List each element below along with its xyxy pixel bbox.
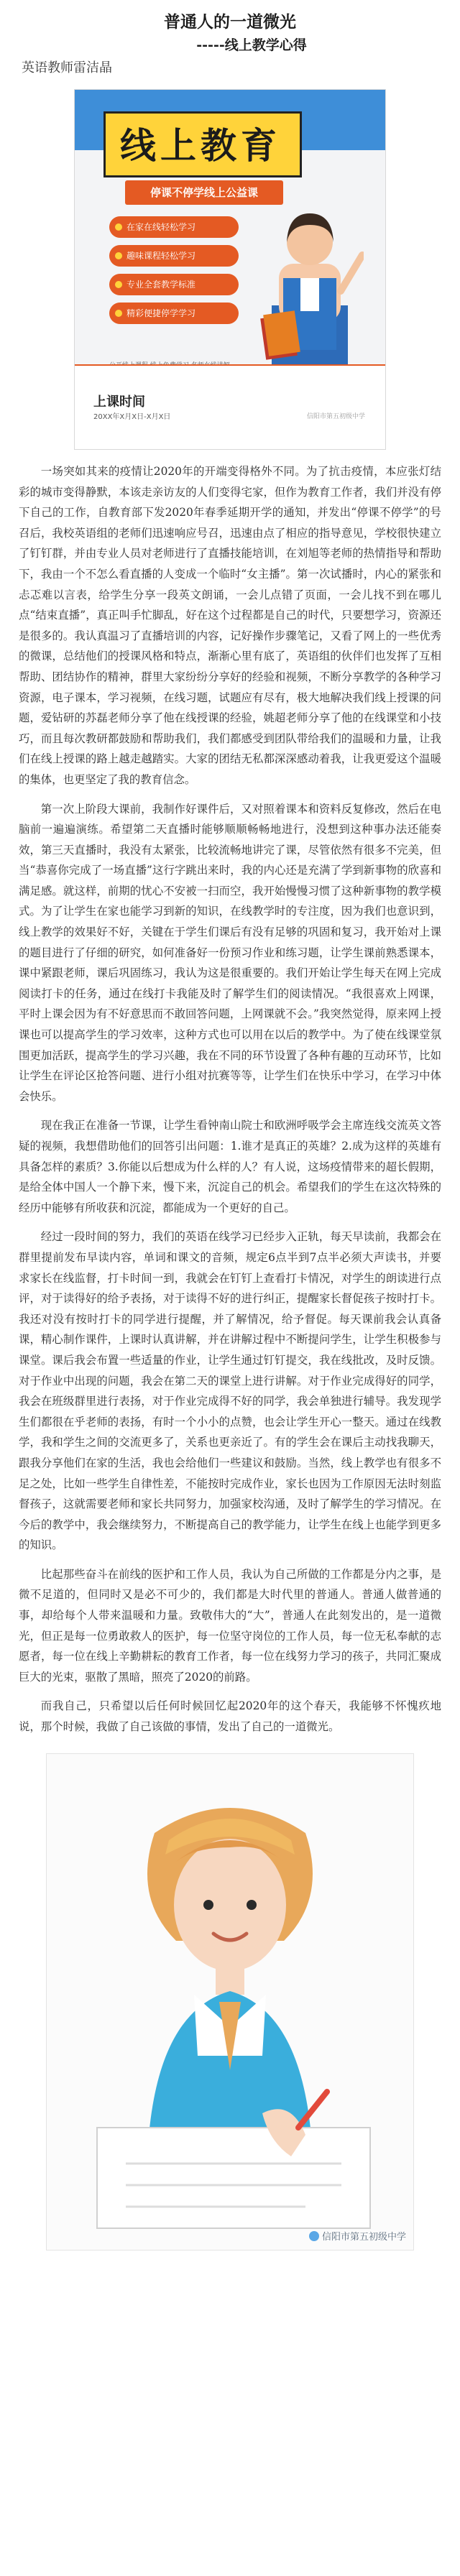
watermark-text: 信阳市第五初级中学 — [321, 2231, 406, 2243]
watermark — [309, 2229, 406, 2243]
teacher-illustration — [46, 1753, 414, 2250]
poster-feature-item: 精彩便捷停学学习 — [109, 303, 239, 324]
poster-feature-item: 专业全套教学标准 — [109, 274, 239, 295]
article-title: 普通人的一道微光 — [164, 12, 296, 32]
article-subtitle: -----线上教学心得 — [196, 37, 307, 53]
article-paragraph: 第一次上阶段大课前，我制作好课件后，又对照着课本和资料反复修改，然后在电脑前一遍遍演练。希望第二天直播时能够顺顺畅畅地进行，没想到这种事办法还能奏效，第三天直播时，我没有太紧张，比较流畅地讲完了课，尽管依然有很多不完美，但当“恭喜你完成了一场直播”这行字跳出来时，我的内心还是充满了学到新事物的欣喜和满足感。就这样，前期的忧心不安被一扫而空，我开始慢慢习惯了这种新事物的教学模式。为了让学生在家也能学习到新的知识，在线教学时的专注度，因为我们也意识到，线上教学的效果好不好，关键在于学生们课后有没有足够的巩固和复习，我开始对上课的题目进行了仔细的研究，如何准备好一份预习作业和练习题，让学生课前熟悉课本，课中紧跟老师，课后巩固练习，我认为这是很重要的。我们开始让学生每天在网上完成阅读打卡的任务，通过在线打卡我能及时了解学生们的阅读情况。“我很喜欢上网课，平时上课会因为有不好意思而不敢回答问题，上网课就不会。”我突然觉得，原来网上授课也可以提高学生的学习效率，这种方式也可以用在以后的教学中。为了使在线课堂氛围更加活跃，提高学生的学习兴趣，我在不同的环节设置了各种有趣的互动环节，比如让学生在评论区抢答问题、进行小组对抗赛等等，让学生们在快乐中学习，在学习中体会快乐。 — [19, 802, 441, 1103]
teacher-writing-icon — [47, 1754, 413, 2250]
poster-feature-list — [109, 216, 239, 331]
author-line: 英语教师雷洁晶 — [22, 60, 112, 75]
poster-banner: 停课不停学线上公益课 — [125, 180, 283, 205]
poster-time-label: 上课时间 — [93, 394, 145, 410]
article-paragraph: 一场突如其来的疫情让2020年的开端变得格外不同。为了抗击疫情，本应张灯结彩的城市变得静默，本该走亲访友的人们变得宅家，但作为教育工作者，我们并没有停下自己的工作，自教育部下发2020年春季延期开学的通知，并发出“停课不停学”的号召后，我校英语组的老师们迅速响应号召，迅速由点了相应的指导意见，学校很快建立了钉钉群，并由专业人员对老师进行了直播技能培训，在刘旭等老师的热情指导和帮助下，我由一个不怎么看直播的人变成一个临时“女主播”。第一次试播时，内心的紧张和忐忑难以言表，给学生分享一段英文朗诵，一会儿点错了页面，一会儿找不到在哪儿点“结束直播”，真正叫手忙脚乱，好在这个过程都是自己的时代，只要想学习，资源还是很多的。我认真温习了直播培训的内容，记好操作步骤笔记，又看了网上的一些优秀的微课，总结他们的授课风格和特点，渐渐心里有底了，英语组的伙伴们也发挥了互相帮助、团结协作的精神，群里大家纷纷分享好的经验和视频，不断分享教学的各种学习资源，电子课本，学习视频，在线习题，试题应有尽有，极大地解决我们线上授课的问题，爱钻研的苏磊老师分享了他在线授课的经验，姚超老师分享了他的在线课堂和小技巧，而且每次教研都鼓励和帮助我们，我们都感受到团队带给我们的温暖和力量，让我们在线上授课的路上越走越踏实。大家的团结无私都深深感动着我，让我更爱这个温暖的集体，也更坚定了我的教育信念。 — [19, 465, 441, 786]
online-education-poster — [74, 89, 386, 450]
article-paragraph: 经过一段时间的努力，我们的英语在线学习已经步入正轨，每天早读前，我都会在群里提前发布早读内容，单词和课文的音频，规定6点半到7点半必须大声读书，并要求家长在线监督，打卡时间一到，我就会在钉钉上查看打卡情况，对学生的朗读进行点评，对于读得好的给予表扬，对于读得不好的进行纠正，提醒家长督促孩子按时打卡。我还对没有按时打卡的同学进行提醒，并了解情况，给予督促。每天课前我会认真备课，精心制作课件，上课时认真讲解，并在讲解过程中不断提问学生，让学生积极参与课堂。课后我会布置一些适量的作业，让学生通过钉钉提交，我在线批改，及时反馈。对于作业中出现的问题，我会在第二天的课堂上进行讲解。对于作业完成得好的同学，我会在班级群里进行表扬，对于作业完成得不好的同学，我会单独进行辅导。我发现学生们都很在乎老师的表扬，有时一个小小的点赞，也会让学生开心一整天。通过在线教学，我和学生之间的交流更多了，关系也更亲近了。有的学生会在课后主动找我聊天，跟我分享他们在家的生活，我也会给他们一些建议和鼓励。当然，线上教学也有很多不足之处，比如一些学生自律性差，不能按时完成作业，家长也因为工作原因无法时刻监督孩子，这就需要老师和家长共同努力，加强家校沟通，及时了解学生的学习情况。在今后的教学中，我会继续努力，不断提高自己的教学能力，让学生在线上也能学到更多的知识。 — [19, 1230, 441, 1552]
poster-credit: 信阳市第五初级中学 — [306, 413, 365, 420]
article-paragraph: 比起那些奋斗在前线的医护和工作人员，我认为自己所做的工作都是分内之事，是微不足道的，但同时又是必不可少的，我们都是大时代里的普通人。普通人做普通的事，却给每个人带来温暖和力量。致敬伟大的“大”，普通人在此刻发出的，是一道微光，但正是每一位勇敢救人的医护，每一位坚守岗位的工作人员，每一位无私奉献的志愿者，每一位在线上辛勤耕耘的教育工作者，每一位在线努力学习的孩子，共同汇聚成巨大的光束，驱散了黑暗，照亮了2020的前路。 — [19, 1567, 441, 1684]
article-paragraph: 现在我正在准备一节课，让学生看钟南山院士和欧洲呼吸学会主席连线交流英文答疑的视频，我想借助他们的回答引出问题：1.谁才是真正的英雄？2.成为这样的英雄有具备怎样的素质？3.你能以后想成为什么样的人？有人说，这场疫情带来的超长假期，是给全体中国人一个静下来，慢下来，沉淀自己的机会。希望我们的学生在这次特殊的经历中能够有所收获和沉淀，都能成为一个更好的自己。 — [19, 1119, 441, 1214]
poster-date: 20XX年X月X日-X月X日 — [93, 413, 171, 421]
article-paragraph: 而我自己，只希望以后任何时候回忆起2020年的这个春天，我能够不怀愧疚地说，那个时候，我做了自己该做的事情，发出了自己的一道微光。 — [19, 1699, 441, 1734]
teacher-figure-icon — [256, 198, 364, 384]
poster-feature-item: 趣味课程轻松学习 — [109, 245, 239, 267]
wechat-icon — [309, 2231, 319, 2241]
poster-feature-item: 在家在线轻松学习 — [109, 216, 239, 238]
poster-title: 线上教育 — [120, 125, 281, 167]
article-header — [0, 0, 460, 79]
